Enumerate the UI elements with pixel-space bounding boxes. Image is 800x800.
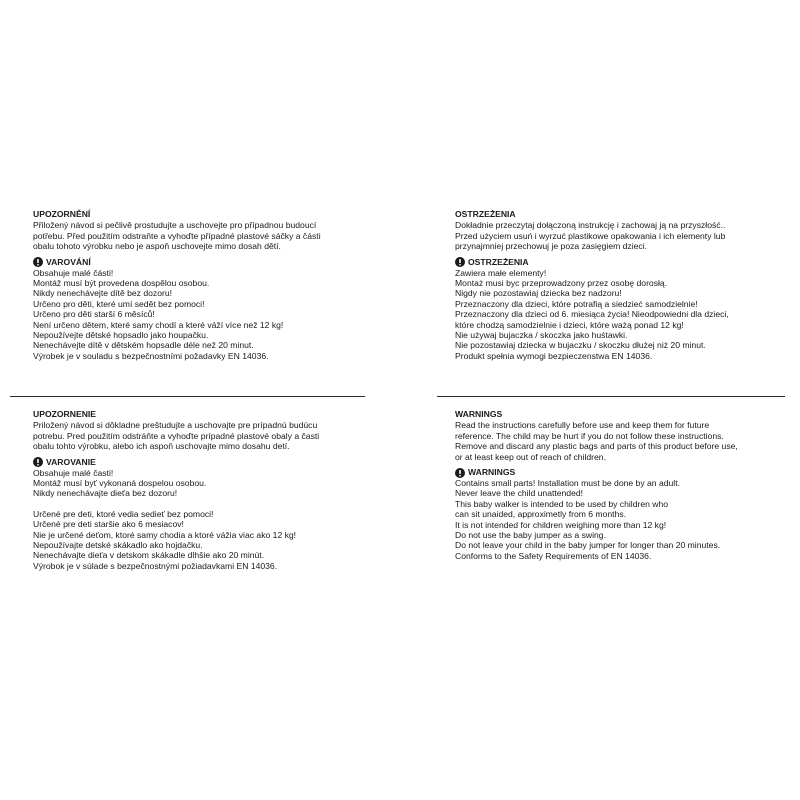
panel-title: UPOZORNĚNÍ <box>33 209 91 219</box>
panel-polish <box>455 209 785 361</box>
text-line: Přiložený návod si pečlivě prostudujte a uschovejte pro případnou budoucí <box>33 220 317 231</box>
divider-right <box>437 396 785 397</box>
warning-item: Výrobek je v souladu s bezpečnostními požadavky EN 14036. <box>33 350 269 361</box>
warning-title: VAROVÁNÍ <box>46 256 91 267</box>
warning-item: Przeznaczony dla dzieci od 6. miesiąca życia! Nieodpowiedni dla dzieci, <box>455 309 729 320</box>
warning-item: Výrobok je v súlade s bezpečnostnými požiadavkami EN 14036. <box>33 560 278 571</box>
text-line: obalu tohoto výrobku nebo je aspoň uschovejte mimo dosah dětí. <box>33 241 281 252</box>
warning-item: Contains small parts! Installation must be done by an adult. <box>455 478 680 489</box>
panel-english <box>455 409 785 561</box>
warning-item: Nikdy nenechávejte dítě bez dozoru! <box>33 288 173 299</box>
text-line: reference. The child may be hurt if you do not follow these instructions. <box>455 430 724 441</box>
warning-item: Montaż musi byc przeprowadzony przez osobę dorosłą. <box>455 278 668 289</box>
warning-item: Montáž musí být provedena dospělou osobou. <box>33 278 210 289</box>
exclamation-circle-icon <box>33 457 43 467</box>
warning-item: Obsahuje malé časti! <box>33 467 114 478</box>
warning-title: VAROVANIE <box>46 456 96 467</box>
text-line: przynajmniej przechowuj je poza zasięgiem dzieci. <box>455 241 648 252</box>
text-line: obalu tohto výrobku, alebo ich aspoň uschovajte mimo dosahu detí. <box>33 441 290 452</box>
warning-item: Určeno pro děti starší 6 měsíců! <box>33 309 155 320</box>
warning-item: It is not intended for children weighing more than 12 kg! <box>455 519 667 530</box>
warning-item: Never leave the child unattended! <box>455 488 584 499</box>
warning-item: Nie używaj bujaczka / skoczka jako huśtawki. <box>455 330 628 341</box>
text-line: Remove and discard any plastic bags and parts of this product before use, <box>455 441 738 452</box>
warning-item: Zawiera małe elementy! <box>455 267 547 278</box>
panel-slovak <box>33 409 363 571</box>
exclamation-circle-icon <box>33 257 43 267</box>
panel-title: UPOZORNENIE <box>33 409 97 419</box>
warning-item: can sit unaided, approximetly from 6 months. <box>455 509 627 520</box>
warning-item: Určené pre deti staršie ako 6 mesiacov! <box>33 519 184 530</box>
warning-item: This baby walker is intended to be used by children who <box>455 498 669 509</box>
warning-heading <box>33 457 363 468</box>
text-line: Priložený návod si dôkladne preštudujte a uschovajte pre prípadnú budúcu <box>33 420 318 431</box>
warning-item: Určené pre deti, ktoré vedia sedieť bez pomoci! <box>33 508 214 519</box>
warning-item: Przeznaczony dla dzieci, które potrafią a siedzieć samodzielnie! <box>455 298 698 309</box>
panel-title: WARNINGS <box>455 409 503 419</box>
intro-text <box>33 220 363 251</box>
exclamation-circle-icon <box>455 257 465 267</box>
warning-title: WARNINGS <box>468 467 516 478</box>
warning-heading <box>455 467 785 478</box>
warning-item: Obsahuje malé části! <box>33 267 114 278</box>
text-line: Przed użyciem usuń i wyrzuć plastikowe opakowania i ich elementy lub <box>455 230 726 241</box>
warning-item: Produkt spełnia wymogi bezpieczenstwa EN 14036. <box>455 350 653 361</box>
text-line: potrebu. Pred použitím odstráňte a vyhoďte prípadné plastové obaly a časti <box>33 430 320 441</box>
warning-item: Do not leave your child in the baby jumper for longer than 20 minutes. <box>455 540 721 551</box>
warning-item: Určeno pro děti, které umí sedět bez pomoci! <box>33 298 205 309</box>
text-line: potřebu. Před použitím odstraňte a vyhoďte případné plastové sáčky a části <box>33 230 321 241</box>
warning-list <box>33 268 363 362</box>
warning-list <box>33 468 363 572</box>
warning-item: które chodzą samodzielnie i dzieci, które ważą ponad 12 kg! <box>455 319 684 330</box>
warning-item: Montáž musí byť vykonaná dospelou osobou. <box>33 478 207 489</box>
warning-item: Nie pozostawiaj dziecka w bujaczku / skoczku dłużej niż 20 minut. <box>455 340 706 351</box>
divider-left <box>10 396 365 397</box>
intro-text <box>33 420 363 451</box>
warning-item: Nenechávajte dieťa v detskom skákadle dlhšie ako 20 minút. <box>33 550 265 561</box>
warning-item: Do not use the baby jumper as a swing. <box>455 530 606 541</box>
text-line: Read the instructions carefully before use and keep them for future <box>455 420 710 431</box>
exclamation-circle-icon <box>455 468 465 478</box>
warning-heading <box>33 257 363 268</box>
panel-title: OSTRZEŻENIA <box>455 209 516 219</box>
text-line: or at least keep out of reach of children. <box>455 451 606 462</box>
warning-heading <box>455 257 785 268</box>
spacer <box>33 499 363 509</box>
panel-czech <box>33 209 363 361</box>
intro-text <box>455 220 785 251</box>
intro-text <box>455 420 785 462</box>
warning-list <box>455 478 785 561</box>
warning-item: Není určeno dětem, které samy chodí a které váží více než 12 kg! <box>33 319 284 330</box>
warning-title: OSTRZEŻENIA <box>468 256 529 267</box>
warning-list <box>455 268 785 362</box>
text-line: Dokładnie przeczytaj dołączoną instrukcję i zachowaj ją na przyszłość.. <box>455 220 726 231</box>
warning-item: Nigdy nie pozostawiaj dziecka bez nadzoru! <box>455 288 622 299</box>
warning-item: Nenechávejte dítě v dětském hopsadle déle než 20 minut. <box>33 340 254 351</box>
warning-item: Nepoužívajte detské skákadlo ako hojdačku. <box>33 540 203 551</box>
warning-item: Nepoužívejte dětské hopsadlo jako houpačku. <box>33 330 209 341</box>
warning-item: Nie je určené deťom, ktoré samy chodia a ktoré vážia viac ako 12 kg! <box>33 529 297 540</box>
warning-item: Conforms to the Safety Requirements of EN 14036. <box>455 550 652 561</box>
warning-item: Nikdy nenechávajte dieťa bez dozoru! <box>33 488 178 499</box>
